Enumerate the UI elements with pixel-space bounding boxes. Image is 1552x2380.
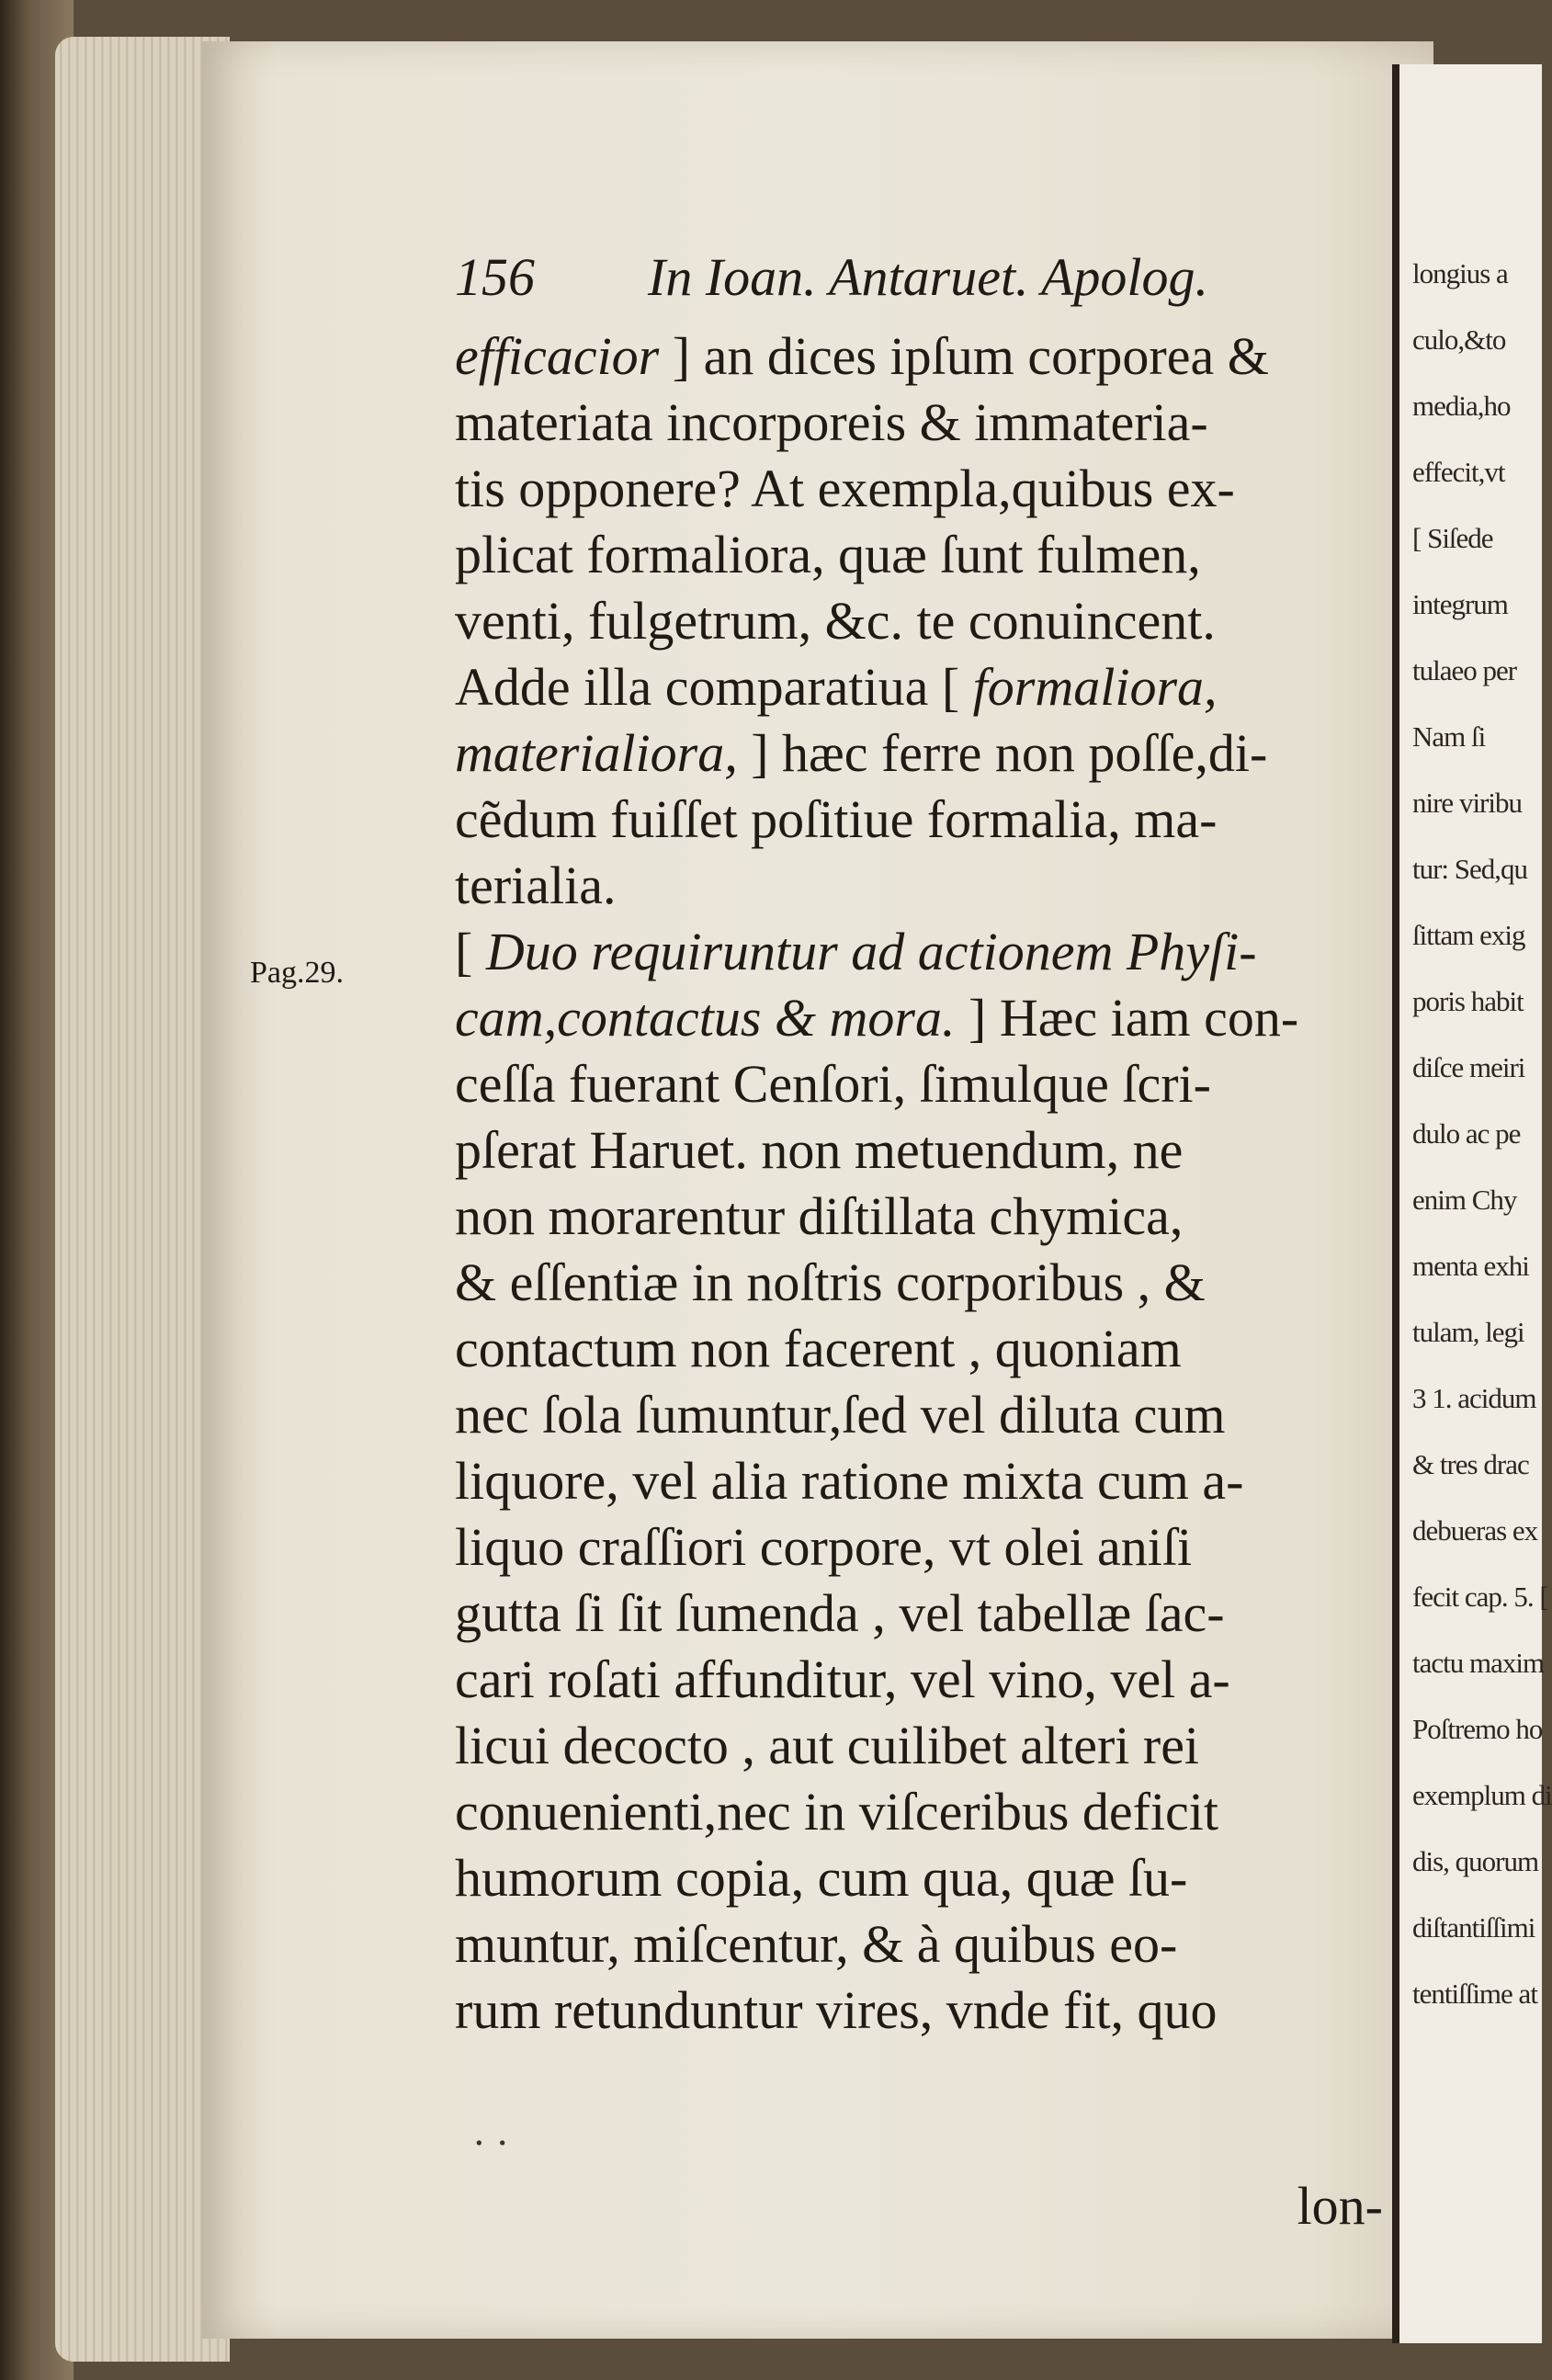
facing-page-line: dis, quorum <box>1412 1845 1539 1877</box>
text-line <box>455 720 1383 787</box>
margin-note: Pag.29. <box>250 956 344 990</box>
text-segment: contactum non facerent , quoniam <box>455 1319 1182 1378</box>
facing-page-line: diſce meiri <box>1412 1051 1525 1083</box>
text-line <box>455 1911 1383 1978</box>
text-segment: materialiora, <box>455 723 738 783</box>
ink-marks: · · <box>473 2123 509 2165</box>
facing-page-line: & tres drac <box>1412 1448 1529 1480</box>
text-segment: ceſſa fuerant Cenſori, ſimulque ſcri- <box>455 1054 1211 1114</box>
facing-page-line: Nam ſi <box>1412 720 1486 753</box>
text-segment: liquo craſſiori corpore, vt olei aniſi <box>455 1517 1193 1577</box>
text-segment: licui decocto , aut cuilibet alteri rei <box>455 1716 1200 1775</box>
facing-page-line: integrum <box>1412 588 1508 620</box>
facing-page-line: menta exhi <box>1412 1250 1529 1282</box>
text-line <box>455 1250 1383 1316</box>
text-line <box>455 1051 1383 1117</box>
facing-page-line: 3 1. acidum <box>1412 1382 1536 1414</box>
facing-page-line: enim Chy <box>1412 1184 1517 1216</box>
text-segment: & eſſentiæ in noſtris corporibus , & <box>455 1252 1206 1312</box>
facing-page-line: tulaeo per <box>1412 654 1517 686</box>
text-segment: Adde illa comparatiua [ <box>455 657 973 717</box>
facing-page-line: debueras ex <box>1412 1514 1538 1547</box>
facing-page-line: tactu maxim <box>1412 1647 1545 1679</box>
facing-page-line: media,ho <box>1412 390 1511 422</box>
facing-page-edge <box>1392 64 1552 2343</box>
text-segment: non morarentur diſtillata chymica, <box>455 1186 1184 1246</box>
facing-page-line: dulo ac pe <box>1412 1117 1521 1150</box>
text-line <box>455 588 1383 654</box>
text-segment: nec ſola ſumuntur,ſed vel diluta cum <box>455 1385 1226 1445</box>
text-segment: humorum copia, cum qua, quæ ſu- <box>455 1848 1188 1908</box>
text-segment: gutta ſi ſit ſumenda , vel tabellæ ſac- <box>455 1583 1225 1643</box>
text-segment: [ <box>455 922 486 981</box>
text-line <box>455 919 1383 985</box>
facing-page-line: poris habit <box>1412 985 1524 1017</box>
text-segment: rum retunduntur vires, vnde fit, quo <box>455 1980 1218 2040</box>
facing-page-line: tur: Sed,qu <box>1412 853 1528 885</box>
text-segment: venti, fulgetrum, &c. te conuincent. <box>455 591 1216 651</box>
page-header <box>455 246 1374 311</box>
text-segment: pſerat Haruet. non metuendum, ne <box>455 1120 1184 1180</box>
facing-page-line: diſtantiſſimi <box>1412 1911 1535 1944</box>
facing-page-line: [ Siſede <box>1412 522 1493 554</box>
text-line <box>455 787 1383 853</box>
text-segment: cari roſati affunditur, vel vino, vel a- <box>455 1649 1230 1709</box>
facing-page-line: ſittam exig <box>1412 919 1525 951</box>
text-line <box>455 1514 1383 1581</box>
text-line <box>455 985 1383 1051</box>
text-segment: liquore, vel alia ratione mixta cum a- <box>455 1451 1244 1511</box>
facing-page-line: tulam, legi <box>1412 1316 1524 1348</box>
text-line <box>455 390 1383 456</box>
facing-page-line: Poſtremo ho <box>1412 1713 1543 1745</box>
text-line <box>455 853 1383 919</box>
text-segment: efficacior <box>455 326 660 386</box>
text-line <box>455 1647 1383 1713</box>
text-line <box>455 1117 1383 1184</box>
text-line <box>455 1448 1383 1514</box>
facing-page-line: nire viribu <box>1412 787 1522 819</box>
text-line <box>455 1779 1383 1845</box>
facing-page-line: tentiſſime at <box>1412 1978 1537 2010</box>
text-line <box>455 522 1383 588</box>
text-segment: formaliora, <box>972 657 1218 717</box>
text-segment: ] Hæc iam con- <box>955 988 1299 1048</box>
text-segment: muntur, miſcentur, & à quibus eo- <box>455 1914 1178 1974</box>
facing-page-line: exemplum di <box>1412 1779 1552 1811</box>
text-segment: Duo requiruntur ad actionem Phyſi- <box>485 922 1257 981</box>
text-line <box>455 456 1383 522</box>
facing-page-line: longius a <box>1412 257 1508 289</box>
text-segment: terialia. <box>455 856 617 915</box>
facing-page-line: culo,&to <box>1412 323 1506 356</box>
text-segment: cam,contactus & mora. <box>455 988 956 1048</box>
text-line <box>455 1316 1383 1382</box>
text-line <box>455 1713 1383 1779</box>
text-segment: materiata incorporeis & immateria- <box>455 392 1208 452</box>
text-segment: cẽdum fuiſſet poſitiue formalia, ma- <box>455 789 1218 849</box>
text-line <box>455 654 1383 720</box>
text-line <box>455 323 1383 390</box>
text-segment: tis opponere? At exempla,quibus ex- <box>455 459 1235 518</box>
text-line <box>455 1978 1383 2044</box>
running-title: In Ioan. Antaruet. Apolog. <box>648 247 1209 307</box>
text-segment: ] hæc ferre non poſſe,di- <box>737 723 1268 783</box>
text-line <box>455 1581 1383 1647</box>
text-line <box>455 1184 1383 1250</box>
text-segment: plicat formaliora, quæ ſunt fulmen, <box>455 525 1201 584</box>
text-line <box>455 1845 1383 1911</box>
facing-page-line: effecit,vt <box>1412 456 1505 488</box>
page-number: 156 <box>455 247 535 307</box>
text-segment: ] an dices ipſum corporea & <box>659 326 1269 386</box>
text-line <box>455 1382 1383 1448</box>
facing-page-line: fecit cap. 5. [ <box>1412 1581 1548 1613</box>
text-segment: conuenienti,nec in viſceribus deficit <box>455 1782 1219 1842</box>
catchword: lon- <box>1297 2176 1383 2236</box>
